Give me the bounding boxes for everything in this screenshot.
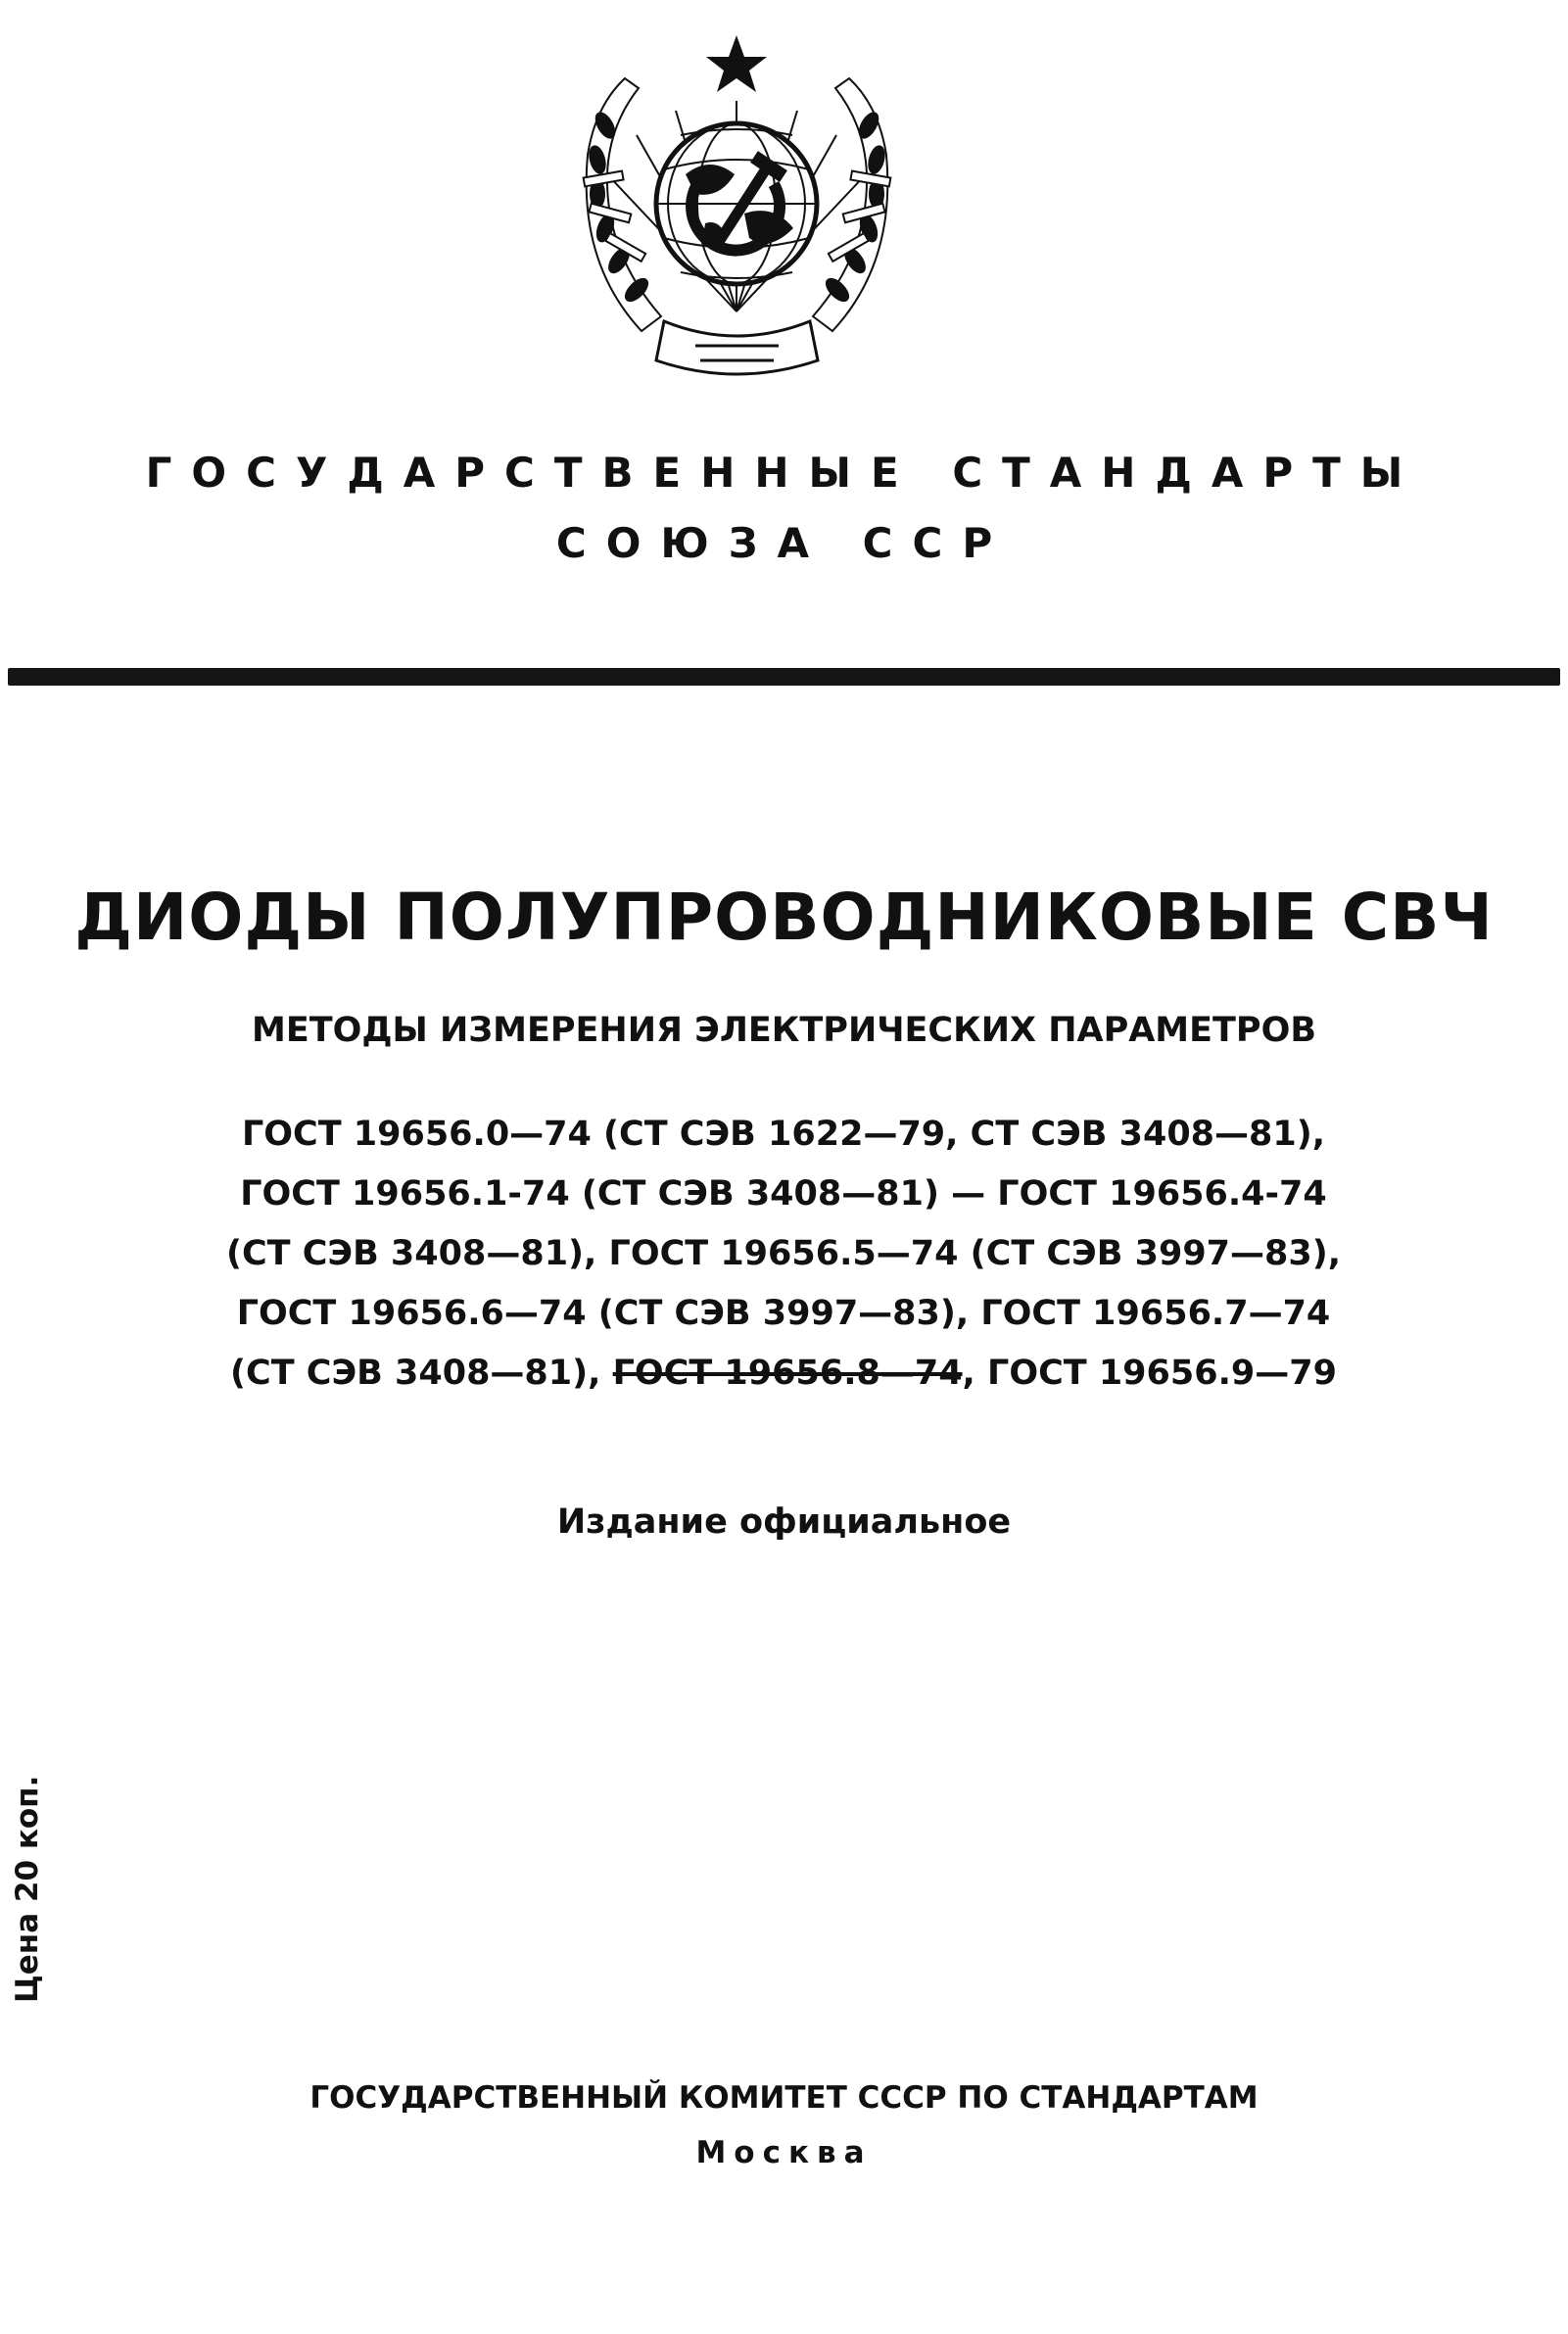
standards-line-1: ГОСТ 19656.0—74 (СТ СЭВ 1622—79, СТ СЭВ 3408—81), — [241, 1115, 1326, 1154]
publisher-name: ГОСУДАРСТВЕННЫЙ КОМИТЕТ СССР ПО СТАНДАРТАМ — [309, 2080, 1259, 2116]
series-title-line1: ГОСУДАРСТВЕННЫЕ СТАНДАРТЫ — [145, 449, 1423, 497]
struck-standard: ГОСТ 19656.8—74 — [612, 1354, 963, 1393]
document-title: ДИОДЫ ПОЛУПРОВОДНИКОВЫЕ СВЧ — [74, 880, 1494, 955]
star-icon — [706, 35, 767, 92]
horizontal-rule — [8, 668, 1560, 686]
state-emblem-icon — [548, 27, 926, 400]
standards-line-3: (СТ СЭВ 3408—81), ГОСТ 19656.5—74 (СТ СЭВ 3997—83), — [225, 1234, 1342, 1273]
ribbon-icon — [656, 321, 818, 374]
standards-line-5-part-a: (СТ СЭВ 3408—81), — [230, 1354, 613, 1393]
standards-line-5-part-b: , ГОСТ 19656.9—79 — [962, 1354, 1337, 1393]
series-title-line2: СОЮЗА ССР — [555, 519, 1013, 567]
document-subtitle: МЕТОДЫ ИЗМЕРЕНИЯ ЭЛЕКТРИЧЕСКИХ ПАРАМЕТРОВ — [251, 1011, 1317, 1050]
price-label: Цена 20 коп. — [10, 1775, 45, 2003]
publisher-city: Москва — [695, 2135, 873, 2170]
standards-line-4: ГОСТ 19656.6—74 (СТ СЭВ 3997—83), ГОСТ 19656.7—74 — [236, 1294, 1331, 1333]
standards-line-2: ГОСТ 19656.1-74 (СТ СЭВ 3408—81) — ГОСТ 19656.4-74 — [240, 1174, 1327, 1214]
standards-line-5 — [147, 1344, 1420, 1404]
edition-label: Издание официальное — [556, 1502, 1012, 1542]
standards-list — [147, 1105, 1420, 1404]
